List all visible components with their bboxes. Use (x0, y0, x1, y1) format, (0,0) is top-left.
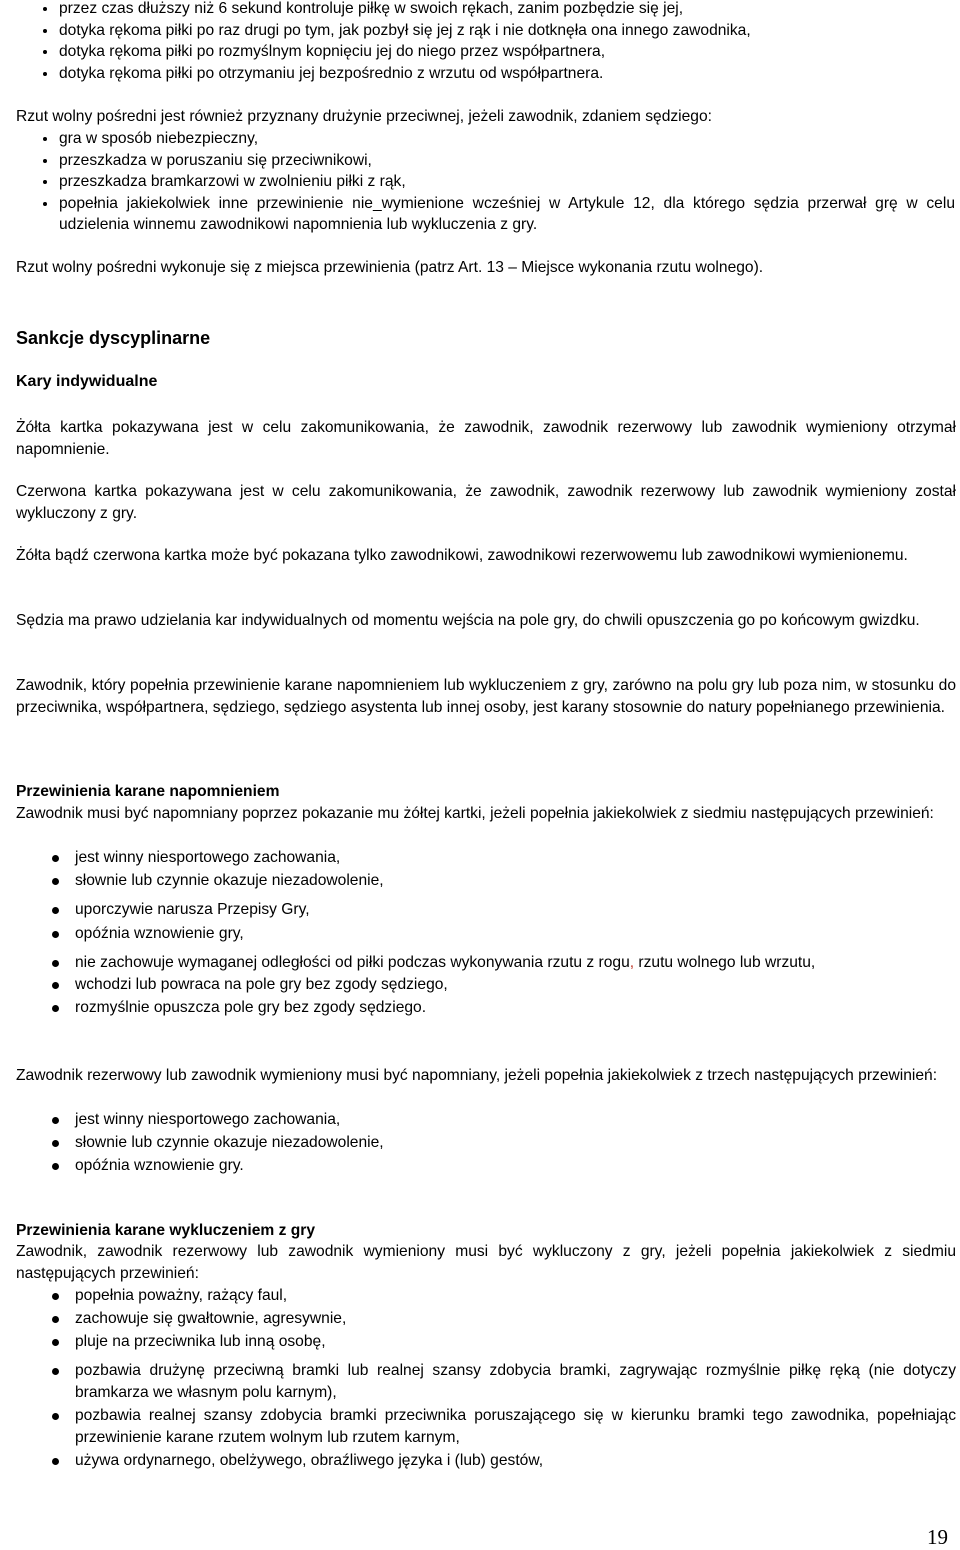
caution-list (16, 847, 956, 1019)
substitute-caution-intro: Zawodnik rezerwowy lub zawodnik wymieniony musi być napomniany, jeżeli popełnia jakiekolwiek z trzech następujących przewinień: (16, 1067, 938, 1084)
list-item: dotyka rękoma piłki po rozmyślnym kopnięciu jej do niego przez współpartnera, (40, 41, 940, 63)
list-item: słownie lub czynnie okazuje niezadowolenie, (16, 1132, 956, 1154)
referee-authority-paragraph: Sędzia ma prawo udzielania kar indywidualnych od momentu wejścia na pole gry, do chwili opuszczenia go po końcowym gwizdku. (16, 612, 920, 629)
list-item: słownie lub czynnie okazuje niezadowolenie, (16, 870, 956, 892)
caution-item-text: nie zachowuje wymaganej odległości od piłki podczas wykonywania rzutu z rogu (75, 954, 630, 971)
list-item: pozbawia realnej szansy zdobycia bramki przeciwnika poruszającego się w kierunku bramki tego zawodnika, popełniając przewinienie karane rzutem wolnym lub rzutem karnym, (16, 1405, 956, 1449)
section-title: Sankcje dyscyplinarne (16, 328, 211, 348)
caution-title: Przewinienia karane napomnieniem (16, 783, 280, 800)
list-item: opóźnia wznowienie gry, (16, 923, 956, 945)
card-recipients-paragraph: Żółta bądź czerwona kartka może być pokazana tylko zawodnikowi, zawodnikowi rezerwowemu lub zawodnikowi wymienionemu. (16, 547, 908, 564)
caution-intro: Zawodnik musi być napomniany poprzez pokazanie mu żółtej kartki, jeżeli popełnia jakiekolwiek z siedmiu następujących przewinień: (16, 805, 934, 822)
list-item: dotyka rękoma piłki po raz drugi po tym, jak pozbył się jej z rąk i nie dotknęła ona innego zawodnika, (40, 20, 940, 42)
substitute-caution-list (16, 1109, 956, 1177)
red-card-paragraph: Czerwona kartka pokazywana jest w celu zakomunikowania, że zawodnik, zawodnik rezerwowy lub zawodnik wymieniony został wykluczony z gry. (16, 483, 956, 522)
sending-off-intro: Zawodnik, zawodnik rezerwowy lub zawodnik wymieniony musi być wykluczony z gry, jeżeli popełnia jakiekolwiek z siedmiu następujących przewinień: (16, 1243, 956, 1282)
indirect-free-kick-list (40, 128, 955, 236)
list-item: gra w sposób niebezpieczny, (40, 128, 955, 150)
sending-off-list (16, 1285, 956, 1472)
sending-off-title: Przewinienia karane wykluczeniem z gry (16, 1222, 316, 1239)
list-item: wchodzi lub powraca na pole gry bez zgody sędziego, (16, 974, 956, 996)
list-item: popełnia poważny, rażący faul, (16, 1285, 956, 1307)
list-item: uporczywie narusza Przepisy Gry, (16, 899, 956, 921)
list-item: popełnia jakiekolwiek inne przewinienie nie_wymienione wcześniej w Artykule 12, dla którego sędzia przerwał grę w celu udzielenia winnemu zawodnikowi napomnienia lub wykluczenia z gry. (40, 193, 955, 236)
page-number: 19 (927, 1525, 948, 1549)
list-item: opóźnia wznowienie gry. (16, 1155, 956, 1177)
indirect-free-kick-intro: Rzut wolny pośredni jest również przyznany drużynie przeciwnej, jeżeli zawodnik, zdaniem sędziego: (16, 108, 712, 125)
list-item: dotyka rękoma piłki po otrzymaniu jej bezpośrednio z wrzutu od współpartnera. (40, 63, 940, 85)
goalkeeper-offence-list (40, 0, 940, 84)
caution-item-text: rzutu wolnego lub wrzutu, (634, 954, 816, 971)
list-item: przeszkadza bramkarzowi w zwolnieniu piłki z rąk, (40, 171, 955, 193)
red-comma: , (629, 954, 635, 971)
list-item: przeszkadza w poruszaniu się przeciwnikowi, (40, 150, 955, 172)
list-item: jest winny niesportowego zachowania, (16, 1109, 956, 1131)
list-item: rozmyślnie opuszcza pole gry bez zgody sędziego. (16, 997, 956, 1019)
list-item: używa ordynarnego, obelżywego, obraźliwego języka i (lub) gestów, (16, 1450, 956, 1472)
list-item: pluje na przeciwnika lub inną osobę, (16, 1331, 956, 1353)
subsection-title: Kary indywidualne (16, 373, 158, 390)
list-item (16, 952, 956, 974)
list-item: jest winny niesportowego zachowania, (16, 847, 956, 869)
list-item: przez czas dłuższy niż 6 sekund kontroluje piłkę w swoich rękach, zanim pozbędzie się jej, (40, 0, 940, 20)
yellow-card-paragraph: Żółta kartka pokazywana jest w celu zakomunikowania, że zawodnik, zawodnik rezerwowy lub zawodnik wymieniony otrzymał napomnienie. (16, 419, 956, 458)
list-item: pozbawia drużynę przeciwną bramki lub realnej szansy zdobycia bramki, zagrywając rozmyślnie piłkę ręką (nie dotyczy bramkarza we własnym polu karnym), (16, 1360, 956, 1404)
misconduct-paragraph: Zawodnik, który popełnia przewinienie karane napomnieniem lub wykluczeniem z gry, zarówno na polu gry lub poza nim, w stosunku do przeciwnika, współpartnera, sędziego, sędziego asystenta lub innej osoby, jest karany stosownie do natury popełnianego przewinienia. (16, 677, 956, 716)
list-item: zachowuje się gwałtownie, agresywnie, (16, 1308, 956, 1330)
indirect-free-kick-execution: Rzut wolny pośredni wykonuje się z miejsca przewinienia (patrz Art. 13 – Miejsce wykonania rzutu wolnego). (16, 259, 764, 276)
